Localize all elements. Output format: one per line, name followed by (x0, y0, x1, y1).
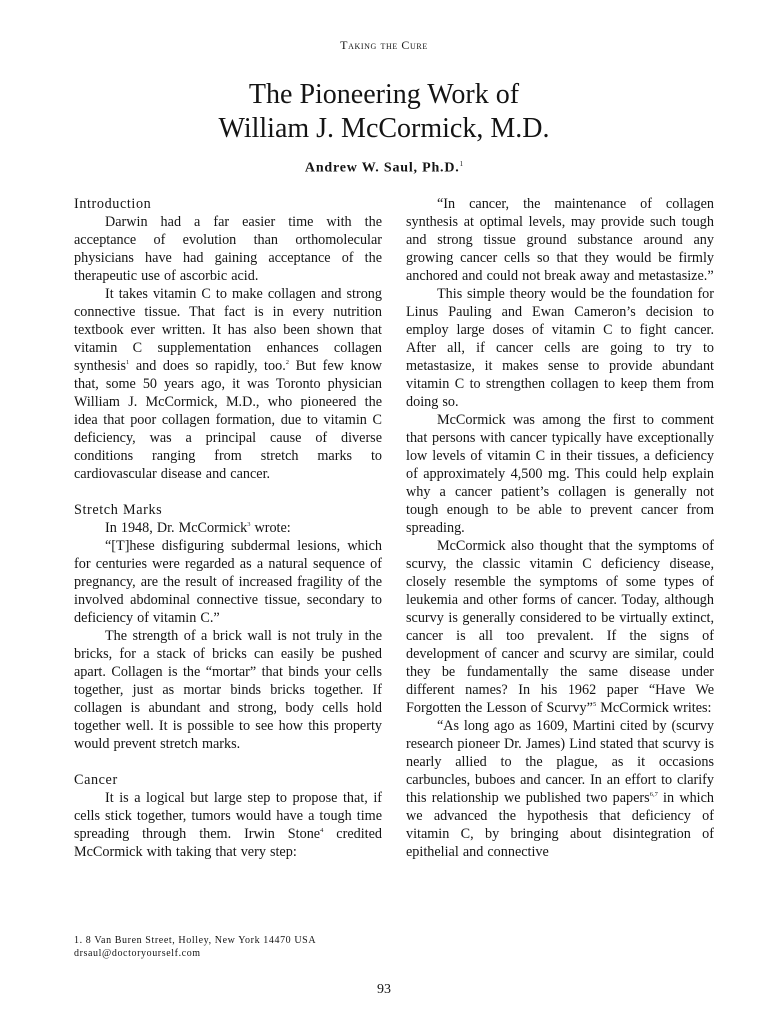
citation-ref-3: 3 (247, 521, 251, 528)
section-heading-introduction: Introduction (74, 196, 152, 212)
page-number: 93 (377, 982, 391, 997)
author-name: Andrew W. Saul, Ph.D. (304, 160, 460, 176)
footnote-address: 1. 8 Van Buren Street, Holley, New York 14470 USA (74, 935, 317, 946)
footnote-email: drsaul@doctoryourself.com (74, 948, 201, 959)
author-footnote-mark: 1 (459, 160, 464, 168)
title-line-1: The Pioneering Work of (248, 79, 520, 110)
author-line (0, 160, 768, 177)
citation-ref-4: 4 (320, 827, 324, 834)
citation-ref-5: 5 (592, 701, 597, 708)
footnote (74, 934, 386, 960)
stretch-paragraph-2: “[T]hese disfiguring subdermal lesions, which for centuries were regarded as a natural sequence of pregnancy, are the result of increased fragility of the involved abdominal connective tissue, secondary to deficiency of vitamin C.” (74, 538, 382, 626)
right-paragraph-1: “In cancer, the maintenance of collagen synthesis at optimal levels, may provide such tough and strong tissue ground substance around any growing cancer cells so that they would be firmly anchored and could not break away and metastasize.” (406, 196, 714, 284)
right-paragraph-3: McCormick was among the first to comment that persons with cancer typically have exceptionally low levels of vitamin C in their tissues, a deficiency of approximately 4,500 mg. This could help explain why a cancer patient’s collagen is generally not tough enough to be able to prevent cancer from spreading. (406, 412, 714, 536)
intro-p2-text-c: But few know that, some 50 years ago, it was Toronto physician William J. McCormick, M.D., who pioneered the idea that poor collagen formation, due to vitamin C deficiency, was a principal cause of diverse conditions ranging from stretch marks to cardiovascular disease and cancer. (74, 358, 383, 482)
left-column (74, 195, 382, 861)
intro-paragraph-2 (74, 285, 382, 483)
right-paragraph-4 (406, 537, 714, 717)
stretch-p1-text-b: wrote: (250, 520, 291, 536)
article-title (0, 78, 768, 146)
citation-ref-6-7: 6,7 (649, 791, 658, 798)
right-p4-text-b: McCormick writes: (596, 700, 712, 716)
citation-ref-1: 1 (126, 359, 130, 366)
stretch-paragraph-1 (74, 519, 382, 537)
intro-p2-text-a: It takes vitamin C to make collagen and strong connective tissue. That fact is in every nutrition textbook ever written. It has also been shown that vitamin C supplementation enhances collagen synthesis (74, 286, 382, 374)
title-line-2: William J. McCormick, M.D. (218, 113, 550, 144)
cancer-paragraph-1 (74, 789, 382, 861)
running-head (0, 38, 768, 53)
cancer-p1-text-a: It is a logical but large step to propose that, if cells stick together, tumors would have a tough time spreading through them. Irwin Stone (74, 790, 382, 842)
right-column (406, 195, 714, 861)
citation-ref-2: 2 (285, 359, 289, 366)
right-p5-text-b: in which we advanced the hypothesis that deficiency of vitamin C, by bringing about disintegration of epithelial and connective (406, 790, 714, 860)
section-heading-stretch-marks: Stretch Marks (74, 502, 163, 518)
right-paragraph-5 (406, 717, 714, 861)
intro-p2-text-b: and does so rapidly, too. (129, 358, 286, 374)
running-head-text: Taking the Cure (340, 38, 428, 52)
stretch-p1-text-a: In 1948, Dr. McCormick (105, 520, 248, 536)
right-paragraph-2: This simple theory would be the foundation for Linus Pauling and Ewan Cameron’s decision to employ large doses of vitamin C to fight cancer. After all, if cancer cells are going to try to metastasize, it makes sense to provide abundant vitamin C to strengthen collagen to keep them from doing so. (406, 286, 714, 410)
section-heading-cancer: Cancer (74, 772, 118, 788)
intro-paragraph-1: Darwin had a far easier time with the acceptance of evolution than orthomolecular physicians have had gaining acceptance of the therapeutic use of ascorbic acid. (74, 214, 382, 284)
stretch-paragraph-3: The strength of a brick wall is not truly in the bricks, for a stack of bricks can easily be pushed apart. Collagen is the “mortar” that binds your cells together, just as mortar binds bricks together. If collagen is abundant and strong, body cells hold together well. It is possible to see how this property would prevent stretch marks. (74, 628, 382, 752)
right-p4-text-a: McCormick also thought that the symptoms of scurvy, the classic vitamin C deficiency disease, closely resemble the symptoms of some types of leukemia and other forms of cancer. Today, although scurvy is generally considered to be virtually extinct, cancer is all too prevalent. If the signs of development of cancer and scurvy are similar, could they be fundamentally the same disease under different names? In his 1962 paper “Have We Forgotten the Lesson of Scurvy” (406, 538, 714, 716)
cancer-p1-text-b: credited McCormick with taking that very step: (74, 826, 382, 860)
right-p5-text-a: “As long ago as 1609, Martini cited by (scurvy research pioneer Dr. James) Lind stated that scurvy is nearly allied to the plague, as it occasions carbuncles, buboes and cancer. In an effort to clarify this relationship we published two papers (406, 718, 714, 806)
